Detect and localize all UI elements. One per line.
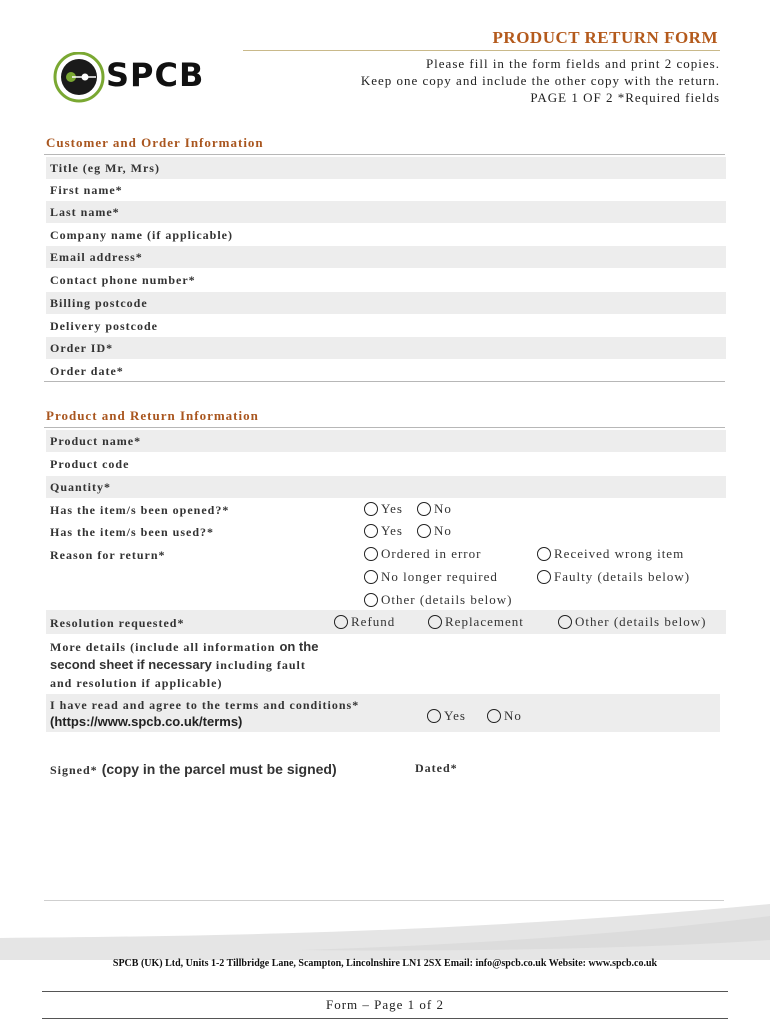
field-delivery-postcode[interactable] <box>46 315 726 337</box>
more-details-label <box>50 638 350 692</box>
option-label: No <box>504 708 522 723</box>
page-title: PRODUCT RETURN FORM <box>492 28 718 47</box>
signed-note: (copy in the parcel must be signed) <box>101 761 337 777</box>
field-phone[interactable] <box>46 269 726 291</box>
option-label: No longer required <box>381 569 498 584</box>
field-label: Order ID* <box>50 341 114 355</box>
option-label: No <box>434 523 452 538</box>
details-text: and resolution if applicable) <box>50 676 223 690</box>
used-label: Has the item/s been used?* <box>50 525 214 539</box>
resolution-option-replacement[interactable] <box>428 614 524 630</box>
resolution-label: Resolution requested* <box>50 616 185 630</box>
terms-no-option[interactable] <box>487 708 522 724</box>
field-product-code[interactable] <box>46 453 726 475</box>
radio-icon[interactable] <box>487 709 501 723</box>
reason-option-other[interactable] <box>364 592 512 608</box>
footer-wave-graphic <box>0 900 770 960</box>
radio-icon[interactable] <box>558 615 572 629</box>
terms-link[interactable]: (https://www.spcb.co.uk/terms) <box>50 714 243 729</box>
field-label: Product code <box>50 457 130 471</box>
field-label: Quantity* <box>50 480 112 494</box>
reason-label: Reason for return* <box>50 548 166 562</box>
radio-icon[interactable] <box>417 524 431 538</box>
logo-text: SPCB <box>106 56 205 94</box>
field-product-name[interactable] <box>46 430 726 452</box>
field-label: Title (eg Mr, Mrs) <box>50 161 160 175</box>
opened-label: Has the item/s been opened?* <box>50 503 230 517</box>
radio-icon[interactable] <box>417 502 431 516</box>
used-yes-option[interactable] <box>364 523 403 539</box>
section-divider <box>44 427 725 428</box>
field-label: Company name (if applicable) <box>50 228 234 242</box>
field-company-name[interactable] <box>46 224 726 246</box>
field-label: Email address* <box>50 250 143 264</box>
option-label: Yes <box>381 523 403 538</box>
details-text: More details (include all information <box>50 640 276 654</box>
radio-icon[interactable] <box>427 709 441 723</box>
radio-icon[interactable] <box>537 570 551 584</box>
option-label: Faulty (details below) <box>554 569 691 584</box>
field-email[interactable] <box>46 246 726 268</box>
footer-address: SPCB (UK) Ltd, Units 1-2 Tillbridge Lane, Scampton, Lincolnshire LN1 2SX Email: info@spcb.co.uk Website: www.spcb.co.uk <box>112 958 658 969</box>
instruction-line: Please fill in the form fields and print 2 copies. <box>425 56 720 71</box>
opened-no-option[interactable] <box>417 501 452 517</box>
reason-option-no-longer-required[interactable] <box>364 569 498 585</box>
field-label: Last name* <box>50 205 120 219</box>
field-label: First name* <box>50 183 123 197</box>
field-label: Order date* <box>50 364 124 378</box>
field-order-id[interactable] <box>46 337 726 359</box>
field-billing-postcode[interactable] <box>46 292 726 314</box>
resolution-option-other[interactable] <box>558 614 706 630</box>
field-last-name[interactable] <box>46 201 726 223</box>
dated-label[interactable]: Dated* <box>415 761 458 775</box>
field-title[interactable] <box>46 157 726 179</box>
field-label: Billing postcode <box>50 296 148 310</box>
reason-option-wrong-item[interactable] <box>537 546 684 562</box>
radio-icon[interactable] <box>364 570 378 584</box>
details-text: including fault <box>215 658 306 672</box>
field-label: Product name* <box>50 434 142 448</box>
opened-yes-option[interactable] <box>364 501 403 517</box>
option-label: Replacement <box>445 614 524 629</box>
option-label: Ordered in error <box>381 546 482 561</box>
page-indicator: Form – Page 1 of 2 <box>42 991 728 1019</box>
terms-yes-option[interactable] <box>427 708 466 724</box>
instruction-line: Keep one copy and include the other copy with the return. <box>360 73 720 88</box>
used-no-option[interactable] <box>417 523 452 539</box>
field-quantity[interactable] <box>46 476 726 498</box>
field-label: Delivery postcode <box>50 319 158 333</box>
radio-icon[interactable] <box>428 615 442 629</box>
radio-icon[interactable] <box>364 524 378 538</box>
field-order-date[interactable] <box>46 360 726 382</box>
signed-text: Signed* <box>50 763 98 777</box>
section-heading-customer: Customer and Order Information <box>46 135 264 150</box>
radio-icon[interactable] <box>537 547 551 561</box>
title-divider <box>243 50 720 51</box>
resolution-option-refund[interactable] <box>334 614 395 630</box>
reason-option-faulty[interactable] <box>537 569 690 585</box>
details-text: on the <box>279 639 319 654</box>
option-label: Received wrong item <box>554 546 685 561</box>
details-text: second sheet if necessary <box>50 657 212 672</box>
radio-icon[interactable] <box>334 615 348 629</box>
terms-label: I have read and agree to the terms and conditions* <box>50 698 360 712</box>
instruction-line: PAGE 1 OF 2 *Required fields <box>530 90 720 105</box>
option-label: Yes <box>444 708 466 723</box>
field-first-name[interactable] <box>46 179 726 201</box>
option-label: Other (details below) <box>381 592 513 607</box>
radio-icon[interactable] <box>364 593 378 607</box>
radio-icon[interactable] <box>364 547 378 561</box>
reason-option-ordered-in-error[interactable] <box>364 546 481 562</box>
section-heading-product: Product and Return Information <box>46 408 259 423</box>
field-label: Contact phone number* <box>50 273 196 287</box>
section-divider <box>44 381 725 382</box>
radio-icon[interactable] <box>364 502 378 516</box>
option-label: Other (details below) <box>575 614 707 629</box>
option-label: Yes <box>381 501 403 516</box>
option-label: Refund <box>351 614 396 629</box>
option-label: No <box>434 501 452 516</box>
section-divider <box>44 154 725 155</box>
signed-label[interactable] <box>50 761 337 778</box>
